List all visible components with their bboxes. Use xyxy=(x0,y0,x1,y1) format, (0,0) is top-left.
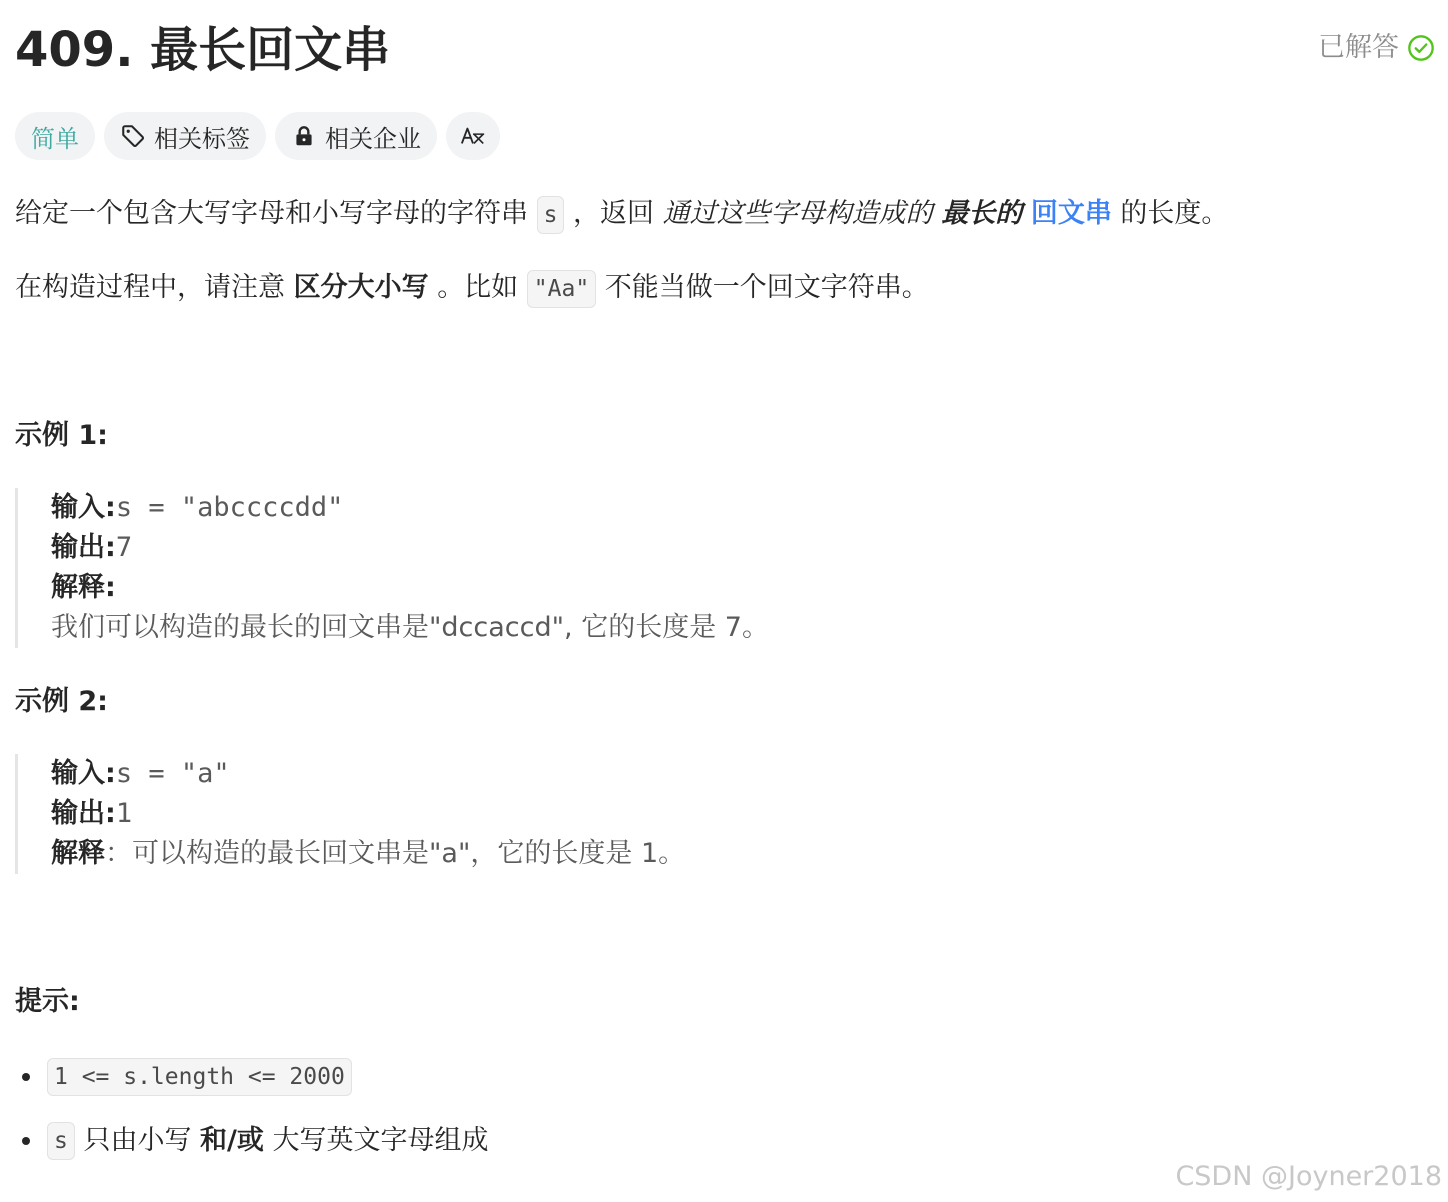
desc-text: 的长度。 xyxy=(1120,198,1229,229)
tag-icon xyxy=(120,123,146,149)
list-item xyxy=(15,1045,489,1109)
desc-bold-italic: 最长的 xyxy=(941,198,1023,229)
related-companies-button[interactable] xyxy=(275,112,437,160)
desc-text: 给定一个包含大写字母和小写字母的字符串 xyxy=(15,198,528,229)
lock-icon xyxy=(291,123,317,149)
list-item xyxy=(15,1109,489,1173)
constraint-code: s xyxy=(47,1122,75,1160)
desc-text: 不能当做一个回文字符串。 xyxy=(604,272,929,303)
constraint-code: 1 <= s.length <= 2000 xyxy=(47,1058,352,1096)
inline-code-aa: "Aa" xyxy=(527,270,596,308)
explanation-text: 我们可以构造的最长的回文串是"dccaccd", 它的长度是 7。 xyxy=(51,612,769,643)
desc-italic: 通过这些字母构造成的 xyxy=(662,198,933,229)
solved-label: 已解答 xyxy=(1318,32,1399,63)
difficulty-badge: 简单 xyxy=(15,112,95,160)
problem-description-panel xyxy=(15,0,1435,1202)
output-label: 输出: xyxy=(51,532,116,563)
related-topics-button[interactable] xyxy=(104,112,266,160)
desc-text: ，返回 xyxy=(573,198,655,229)
output-label: 输出: xyxy=(51,798,116,829)
desc-bold: 区分大小写 xyxy=(293,272,429,303)
description-paragraph-1 xyxy=(15,194,1228,234)
input-value: s = "abccccdd" xyxy=(115,492,344,523)
explanation-text: ：可以构造的最长回文串是"a"，它的长度是 1。 xyxy=(105,838,686,869)
translate-button[interactable] xyxy=(446,112,500,160)
constraints-heading: 提示: xyxy=(15,986,80,1017)
desc-text: 在构造过程中，请注意 xyxy=(15,272,285,303)
solved-status xyxy=(1318,30,1435,66)
example-2-block xyxy=(15,754,915,874)
example-1-heading: 示例 1: xyxy=(15,420,108,451)
explanation-label: 解释 xyxy=(51,838,105,869)
explanation-label: 解释: xyxy=(51,572,116,603)
problem-title[interactable]: 409. 最长回文串 xyxy=(15,22,391,78)
constraints-list xyxy=(15,1045,489,1173)
watermark: CSDN @Joyner2018 xyxy=(1175,1161,1442,1192)
output-value: 1 xyxy=(115,798,133,829)
related-topics-label: 相关标签 xyxy=(154,124,250,153)
tag-bar xyxy=(15,112,500,160)
input-value: s = "a" xyxy=(115,758,230,789)
example-2-heading: 示例 2: xyxy=(15,686,108,717)
related-companies-label: 相关企业 xyxy=(325,124,421,153)
output-value: 7 xyxy=(115,532,133,563)
constraint-text: 只由小写 xyxy=(83,1125,192,1156)
input-label: 输入: xyxy=(51,492,116,523)
check-circle-icon xyxy=(1407,34,1435,62)
example-1-block xyxy=(15,488,915,648)
constraint-text: 大写英文字母组成 xyxy=(272,1125,489,1156)
desc-text: 。比如 xyxy=(437,272,519,303)
palindrome-link[interactable]: 回文串 xyxy=(1030,198,1112,229)
translate-icon xyxy=(460,123,486,149)
inline-code-s: s xyxy=(537,196,565,234)
constraint-bold: 和/或 xyxy=(200,1125,264,1156)
input-label: 输入: xyxy=(51,758,116,789)
description-paragraph-2 xyxy=(15,268,929,308)
